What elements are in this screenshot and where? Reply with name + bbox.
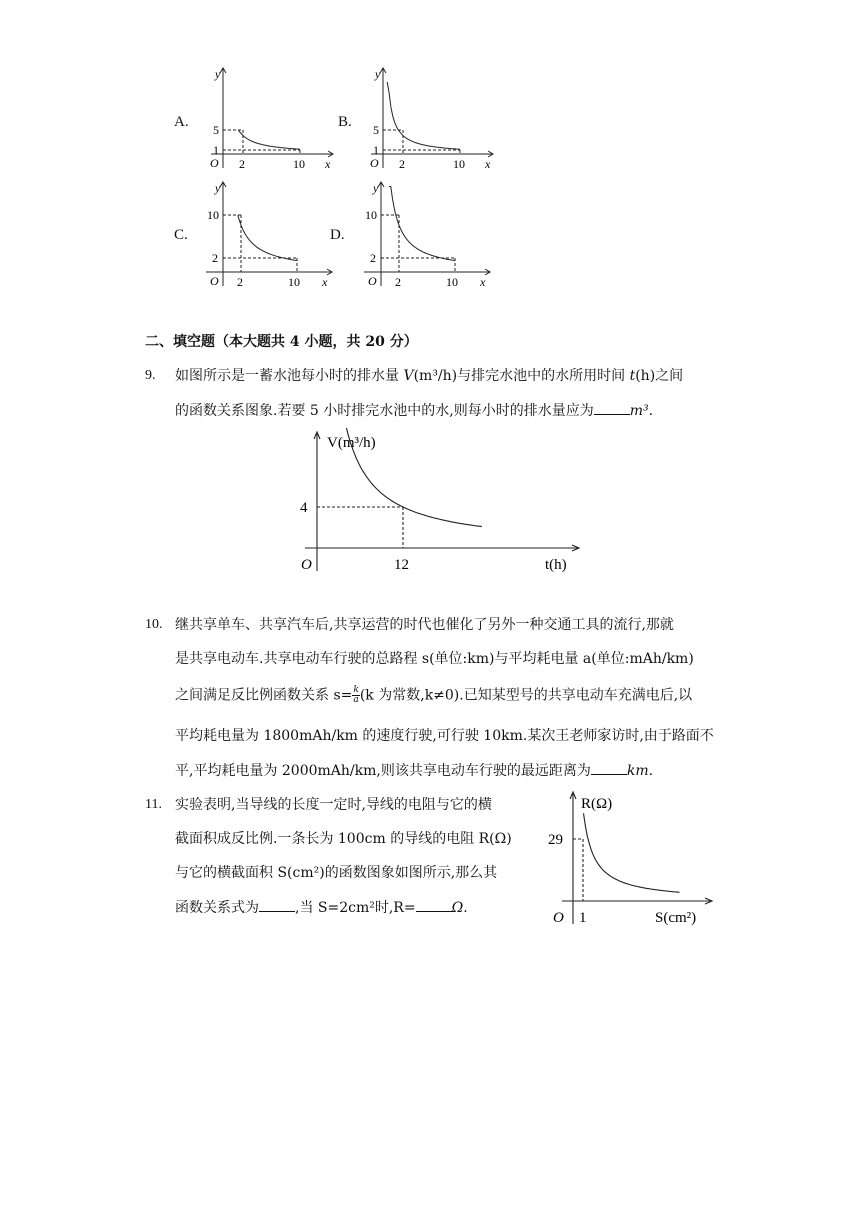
- x-mid-tick: 2: [395, 275, 401, 289]
- q10-line3: [175, 686, 692, 705]
- q11-line3: 与它的横截面积 S(cm²)的函数图象如图所示,那么其: [175, 865, 498, 881]
- q10-line4: 平均耗电量为 1800mAh/km 的速度行驶,可行驶 10km.某次王老师家访时,由于路面不: [175, 728, 714, 744]
- q9-origin: O: [301, 557, 312, 573]
- x-axis-label: x: [485, 157, 491, 171]
- q9-graph: [285, 428, 585, 574]
- q9-x-tick: 12: [394, 557, 409, 573]
- q9-text: 与排完水池中的水所用时间: [457, 368, 630, 384]
- y-bottom-tick: 1: [373, 143, 379, 157]
- q11-y-tick: 29: [548, 832, 563, 848]
- q9-var-t: t: [629, 368, 636, 384]
- y-bottom-tick: 1: [213, 143, 219, 157]
- origin-label: O: [370, 156, 379, 170]
- section-title: 二、填空题（本大题共 4 小题，共 20 分）: [145, 334, 418, 350]
- q9-text: 之间: [655, 368, 684, 384]
- y-axis-label: y: [373, 181, 379, 195]
- q9-number: 9.: [145, 368, 156, 383]
- q9-unit: (m³/h): [413, 368, 458, 384]
- q11-line4: [175, 899, 468, 916]
- q10-unit: km.: [626, 763, 654, 779]
- y-axis-label: y: [215, 67, 221, 81]
- q11-number: 11.: [145, 797, 162, 812]
- q9-y-axis-label: V(m³/h): [327, 435, 376, 451]
- x-right-tick: 10: [446, 275, 458, 289]
- y-axis-label: y: [215, 181, 221, 195]
- y-bottom-tick: 2: [212, 251, 218, 265]
- q10-line2: 是共享电动车.共享电动车行驶的总路程 s(单位:km)与平均耗电量 a(单位:mAh/km): [175, 651, 694, 667]
- q11-unit: Ω.: [451, 900, 468, 916]
- q11-x-axis-label: S(cm²): [655, 910, 697, 926]
- q9-var-v: V: [403, 368, 414, 384]
- x-right-tick: 10: [293, 157, 305, 171]
- q11-y-axis-label: R(Ω): [581, 796, 613, 812]
- q11-graph: [542, 788, 717, 928]
- origin-label: O: [210, 156, 219, 170]
- x-right-tick: 10: [453, 157, 465, 171]
- q9-text: 如图所示是一蓄水池每小时的排水量: [175, 368, 404, 384]
- y-top-tick: 10: [365, 208, 377, 222]
- q9-line1: [175, 368, 683, 384]
- x-right-tick: 10: [288, 275, 300, 289]
- q9-answer-blank[interactable]: [594, 402, 630, 415]
- q11-x-tick: 1: [579, 910, 587, 926]
- x-mid-tick: 2: [399, 157, 405, 171]
- q11-text: 函数关系式为: [175, 900, 259, 916]
- q10-answer-blank[interactable]: [591, 762, 627, 775]
- x-axis-label: x: [325, 157, 331, 171]
- y-bottom-tick: 2: [370, 251, 376, 265]
- y-top-tick: 10: [207, 208, 219, 222]
- q10-text: 平,平均耗电量为 2000mAh/km,则该共享电动车行驶的最远距离为: [175, 763, 591, 779]
- q9-y-tick: 4: [300, 500, 308, 516]
- q9-unit: m³: [629, 403, 649, 419]
- option-d-graph: [358, 178, 493, 290]
- x-axis-label: x: [322, 275, 328, 289]
- q9-unit: (h): [635, 368, 656, 384]
- q11-answer-blank[interactable]: [416, 899, 452, 912]
- q11-text: ,当 S=2cm²时,R=: [295, 900, 416, 916]
- q9-text: .: [648, 403, 654, 419]
- q11-origin: O: [553, 910, 564, 926]
- y-axis-label: y: [375, 67, 381, 81]
- y-top-tick: 5: [373, 123, 379, 137]
- origin-label: O: [210, 274, 219, 288]
- q10-line5: [175, 762, 653, 779]
- option-b-graph: [365, 64, 495, 176]
- q11-line1: 实验表明,当导线的长度一定时,导线的电阻与它的横: [175, 797, 492, 813]
- q10-fraction: $\frac{k}{a}$: [353, 685, 359, 705]
- x-axis-label: x: [480, 275, 486, 289]
- q10-line1: 继共享单车、共享汽车后,共享运营的时代也催化了另外一种交通工具的流行,那就: [175, 617, 674, 633]
- q9-x-axis-label: t(h): [545, 557, 567, 573]
- option-d-label: D.: [330, 227, 345, 243]
- q10-text: 之间满足反比例函数关系 s=: [175, 687, 353, 704]
- q11-formula-blank[interactable]: [259, 899, 295, 912]
- q9-text: 的函数关系图象.若要 5 小时排完水池中的水,则每小时的排水量应为: [175, 403, 594, 419]
- q10-text: (k 为常数,k≠0).已知某型号的共享电动车充满电后,以: [359, 687, 693, 704]
- origin-label: O: [368, 274, 377, 288]
- x-mid-tick: 2: [237, 275, 243, 289]
- q9-line2: [175, 402, 653, 419]
- option-a-graph: [205, 64, 335, 176]
- option-c-graph: [200, 178, 335, 290]
- option-b-label: B.: [338, 114, 352, 130]
- option-c-label: C.: [174, 227, 188, 243]
- option-a-label: A.: [174, 114, 189, 130]
- y-top-tick: 5: [213, 123, 219, 137]
- x-mid-tick: 2: [239, 157, 245, 171]
- q11-line2: 截面积成反比例.一条长为 100cm 的导线的电阻 R(Ω): [175, 831, 512, 847]
- q10-number: 10.: [145, 617, 163, 632]
